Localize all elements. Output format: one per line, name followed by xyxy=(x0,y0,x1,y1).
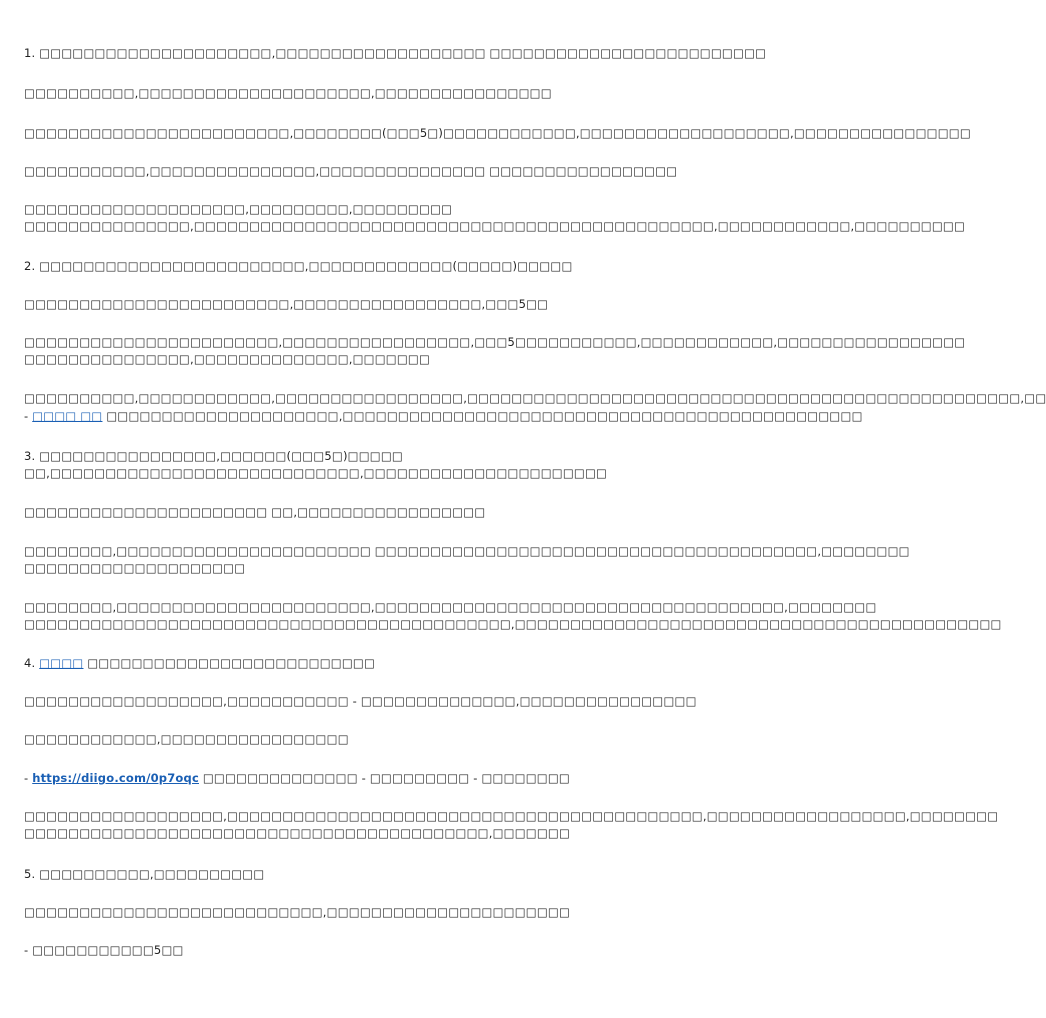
text-segment: □□□□□□□□,□□□□□□□□□□□□□□□□□□□□□□□ □□□□□□□□□□□□□□□□□□□□□□□□□□□□□□□□□□□□□□□□,□□□□□□□□ xyxy=(24,544,910,558)
text-segment: - □□□□□□□□□□□5□□ xyxy=(24,943,184,957)
text-segment: □□□□□□□□□□□□□□□,□□□□□□□□□□□□□□,□□□□□□□ xyxy=(24,352,431,366)
text-line xyxy=(24,770,570,786)
text-segment: □□□□□□□□□□□□□□ - □□□□□□□□□ - □□□□□□□□ xyxy=(198,771,570,785)
text-line xyxy=(24,448,403,464)
text-segment: - xyxy=(24,771,33,785)
text-segment: □□□□□□□□□□□□□□□□□□□□□□□,□□□□□□□□□□□□□□□□□,□□□5□□□□□□□□□□□,□□□□□□□□□□□□,□□□□□□□□□□□□□□□□□ xyxy=(24,335,966,349)
text-segment: □□□□□□□□□□□□□□□□□□,□□□□□□□□□□□□□□□□□□□□□□□□□□□□□□□□□□□□□□□□□□□,□□□□□□□□□□□□□□□□□□,□□□□□□□□ xyxy=(24,809,999,823)
text-line xyxy=(24,45,766,61)
text-line xyxy=(24,218,965,234)
text-line xyxy=(24,616,1002,632)
url-link[interactable]: https://diigo.com/0p7oqc xyxy=(32,771,199,785)
text-segment: □□□□□□□□,□□□□□□□□□□□□□□□□□□□□□□□,□□□□□□□□□□□□□□□□□□□□□□□□□□□□□□□□□□□□□,□□□□□□□□ xyxy=(24,600,877,614)
text-line xyxy=(24,85,552,101)
text-line xyxy=(24,504,485,520)
text-line xyxy=(24,390,1046,406)
text-segment: □□□□□□□□□□□,□□□□□□□□□□□□□□□,□□□□□□□□□□□□□□□ □□□□□□□□□□□□□□□□□ xyxy=(24,164,678,178)
text-segment: 4. xyxy=(24,656,40,670)
text-segment: 1. □□□□□□□□□□□□□□□□□□□□□,□□□□□□□□□□□□□□□□□□□ □□□□□□□□□□□□□□□□□□□□□□□□□ xyxy=(24,46,767,60)
text-segment: □□□□□□□□□□,□□□□□□□□□□□□,□□□□□□□□□□□□□□□□□,□□□□□□□□□□□□□□□□□□□□□□□□□□□□□□□□□□□□□□□□□□□□□□□□□□,□□ xyxy=(24,391,1046,405)
text-line xyxy=(24,693,697,709)
text-line xyxy=(24,201,452,217)
text-segment: □□,□□□□□□□□□□□□□□□□□□□□□□□□□□□□,□□□□□□□□□□□□□□□□□□□□□□ xyxy=(24,466,608,480)
text-segment: □□□□□□□□□□□□□□□□□□□□□,□□□□□□□□□□□□□□□□□□□□□□□□□□□□□□□□□□□□□□□□□□□□□□□ xyxy=(102,409,863,423)
text-line xyxy=(24,560,245,576)
text-segment: □□□□□□□□□□,□□□□□□□□□□□□□□□□□□□□□,□□□□□□□□□□□□□□□□ xyxy=(24,86,552,100)
text-line xyxy=(24,942,184,958)
text-segment: 2. □□□□□□□□□□□□□□□□□□□□□□□□,□□□□□□□□□□□□□(□□□□□)□□□□□ xyxy=(24,259,573,273)
text-line xyxy=(24,825,570,841)
text-segment: □□□□□□□□□□□□□□□□□□□□□□□□,□□□□□□□□□□□□□□□□□,□□□5□□ xyxy=(24,297,549,311)
text-line xyxy=(24,408,863,424)
text-segment: □□□□□□□□□□□□□□□□□□□□□□□□□□ xyxy=(83,656,376,670)
text-segment: □□□□□□□□□□□□□□□□□□□□ xyxy=(24,561,246,575)
text-segment: □□□□□□□□□□□□□□□□□□□□□□□□□□□,□□□□□□□□□□□□□□□□□□□□□□ xyxy=(24,905,571,919)
text-segment: □□□□□□□□□□□□□□□□□□□□□□□□□□□□□□□□□□□□□□□□□□□□,□□□□□□□□□□□□□□□□□□□□□□□□□□□□□□□□□□□□□□□□□□□□ xyxy=(24,617,1002,631)
text-segment: 3. □□□□□□□□□□□□□□□□,□□□□□□(□□□5□)□□□□□ xyxy=(24,449,404,463)
text-segment: □□□□□□□□□□□□□□□□□□□□,□□□□□□□□□,□□□□□□□□□ xyxy=(24,202,453,216)
text-line xyxy=(24,543,910,559)
text-line xyxy=(24,731,349,747)
text-line xyxy=(24,866,264,882)
text-segment: 5. □□□□□□□□□□,□□□□□□□□□□ xyxy=(24,867,265,881)
text-line xyxy=(24,334,965,350)
text-segment: □□□□□□□□□□□□□□□□□□,□□□□□□□□□□□ - □□□□□□□□□□□□□□,□□□□□□□□□□□□□□□□ xyxy=(24,694,697,708)
text-line xyxy=(24,599,877,615)
text-line xyxy=(24,808,998,824)
text-line xyxy=(24,163,677,179)
text-line xyxy=(24,904,570,920)
text-segment: □□□□□□□□□□□□□□□,□□□□□□□□□□□□□□□□□□□□□□□□□□□□□□□□□□□□□□□□□□□□□□□,□□□□□□□□□□□□,□□□□□□□□□□ xyxy=(24,219,966,233)
text-line xyxy=(24,296,548,312)
text-segment: □□□□□□□□□□□□□□□□□□□□□□□□□□□□□□□□□□□□□□□□□□,□□□□□□□ xyxy=(24,826,571,840)
text-segment: □□□□□□□□□□□□,□□□□□□□□□□□□□□□□□ xyxy=(24,732,349,746)
inline-link[interactable]: □□□□ □□ xyxy=(32,409,103,423)
text-line xyxy=(24,465,607,481)
text-line xyxy=(24,125,971,141)
text-line xyxy=(24,258,573,274)
inline-link[interactable]: □□□□ xyxy=(39,656,84,670)
text-segment: □□□□□□□□□□□□□□□□□□□□□□ □□,□□□□□□□□□□□□□□□□□ xyxy=(24,505,486,519)
text-line xyxy=(24,655,375,671)
text-line xyxy=(24,351,430,367)
text-segment: - xyxy=(24,409,33,423)
text-segment: □□□□□□□□□□□□□□□□□□□□□□□□,□□□□□□□□(□□□5□)□□□□□□□□□□□□,□□□□□□□□□□□□□□□□□□□,□□□□□□□□□□□□□□□□ xyxy=(24,126,971,140)
